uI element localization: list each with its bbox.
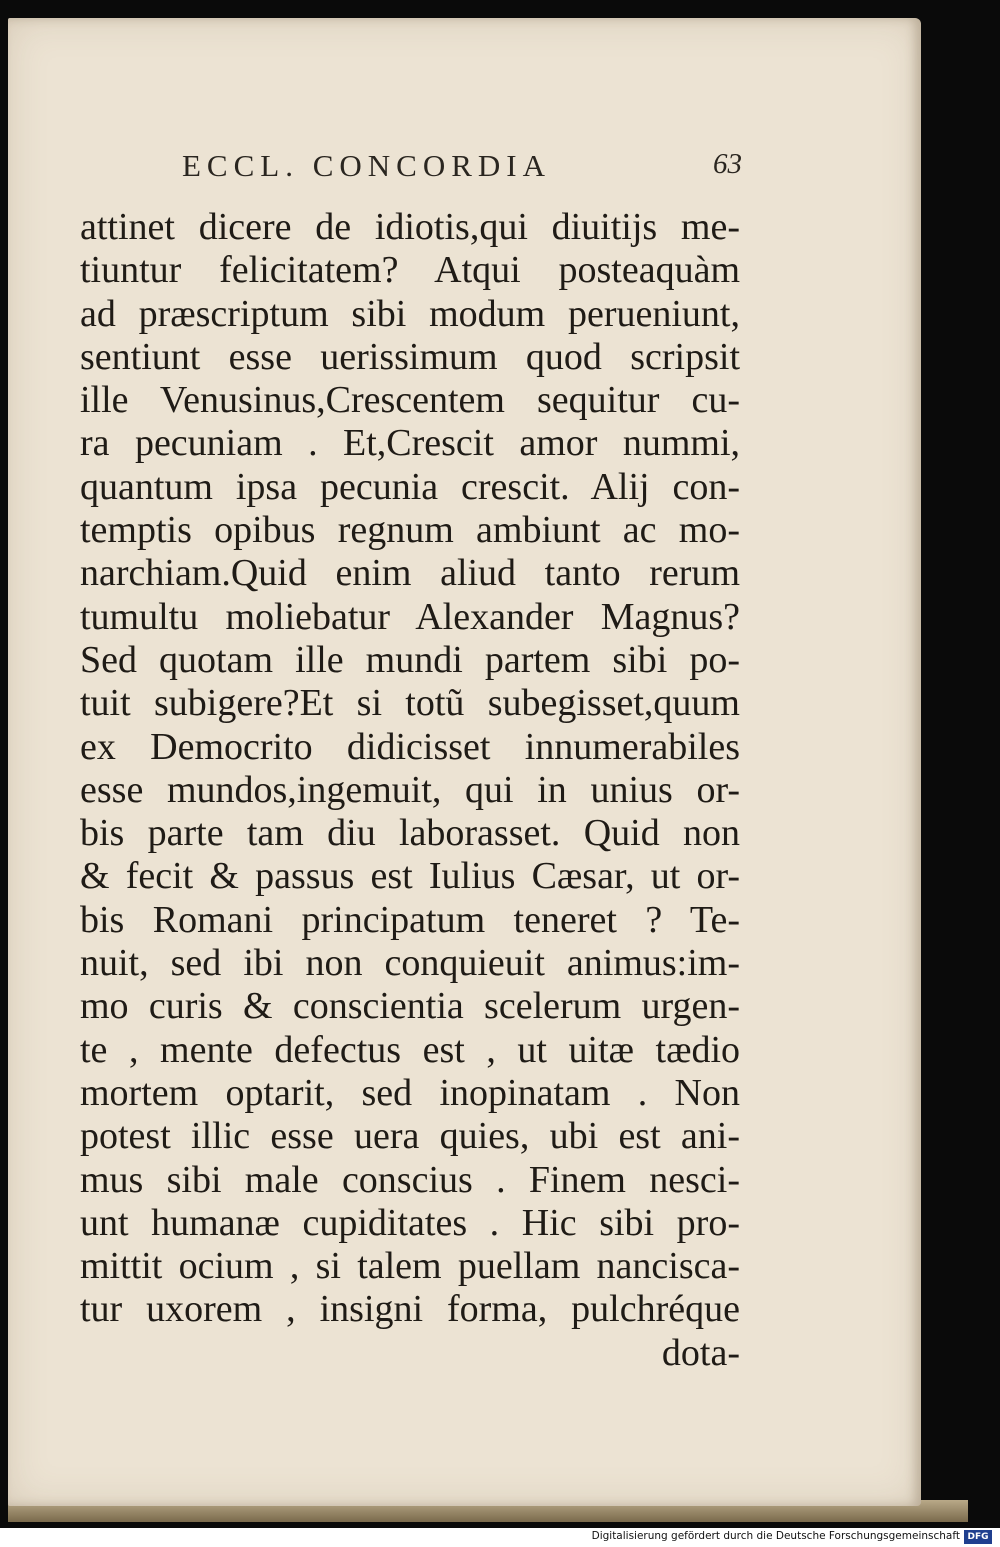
text-line: tiuntur felicitatem? Atqui posteaquàm xyxy=(80,249,740,292)
running-head: ECCL. CONCORDIA xyxy=(182,148,552,183)
text-line: bis parte tam diu laborasset. Quid non xyxy=(80,812,740,855)
text-line: & fecit & passus est Iulius Cæsar, ut or- xyxy=(80,855,740,898)
text-line: ille Venusinus,Crescentem sequitur cu- xyxy=(80,379,740,422)
funding-credit: Digitalisierung gefördert durch die Deutsche Forschungsgemeinschaft xyxy=(591,1530,960,1542)
text-line: mus sibi male conscius . Finem nesci- xyxy=(80,1158,740,1201)
text-line: bis Romani principatum teneret ? Te- xyxy=(80,898,740,941)
body-text xyxy=(80,206,740,1375)
text-line: unt humanæ cupiditates . Hic sibi pro- xyxy=(80,1201,740,1244)
text-line: tur uxorem , insigni forma, pulchréque xyxy=(80,1288,740,1331)
text-line: te , mente defectus est , ut uitæ tædio xyxy=(80,1028,740,1071)
text-line: sentiunt esse uerissimum quod scripsit xyxy=(80,335,740,378)
text-line: tuit subigere?Et si totũ subegisset,quum xyxy=(80,682,740,725)
text-line: mo curis & conscientia scelerum urgen- xyxy=(80,985,740,1028)
text-line: mortem optarit, sed inopinatam . Non xyxy=(80,1071,740,1114)
text-line: esse mundos,ingemuit, qui in unius or- xyxy=(80,768,740,811)
text-line: nuit, sed ibi non conquieuit animus:im- xyxy=(80,942,740,985)
text-line: ra pecuniam . Et,Crescit amor nummi, xyxy=(80,422,740,465)
dfg-logo: DFG xyxy=(964,1530,992,1544)
text-line: ex Democrito didicisset innumerabiles xyxy=(80,725,740,768)
text-line: mittit ocium , si talem puellam nancisca- xyxy=(80,1245,740,1288)
text-line: Sed quotam ille mundi partem sibi po- xyxy=(80,638,740,681)
text-line: narchiam.Quid enim aliud tanto rerum xyxy=(80,552,740,595)
catchword: dota- xyxy=(661,1331,740,1374)
footer-bar xyxy=(0,1528,1000,1547)
text-line: temptis opibus regnum ambiunt ac mo- xyxy=(80,509,740,552)
book-page xyxy=(8,18,921,1506)
text-line: quantum ipsa pecunia crescit. Alij con- xyxy=(80,465,740,508)
page-header xyxy=(182,148,742,196)
text-line: potest illic esse uera quies, ubi est ani- xyxy=(80,1115,740,1158)
text-line: tumultu moliebatur Alexander Magnus? xyxy=(80,595,740,638)
text-line: attinet dicere de idiotis,qui diuitijs me- xyxy=(80,206,740,248)
text-line: ad præscriptum sibi modum perueniunt, xyxy=(80,292,740,335)
page-number: 63 xyxy=(713,148,742,180)
